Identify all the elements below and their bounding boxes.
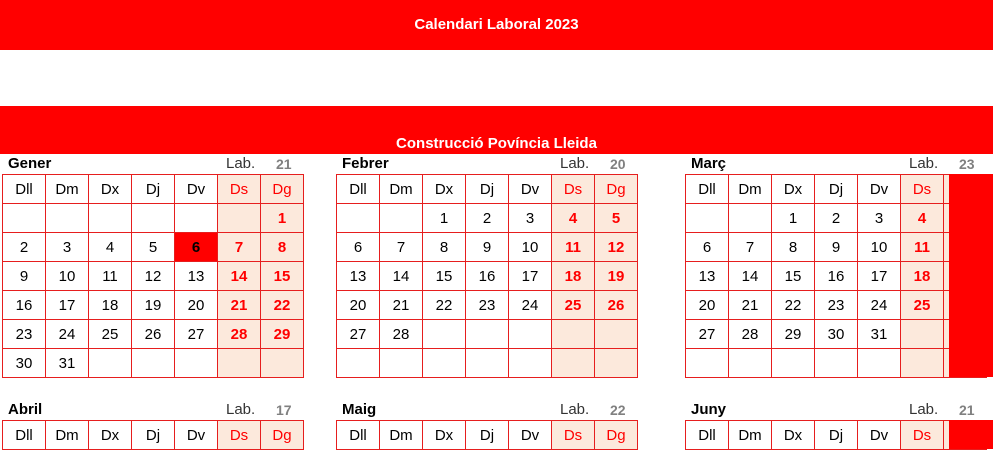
weekday-header: Dx	[423, 175, 466, 204]
day-cell[interactable]: 19	[132, 291, 175, 320]
weekend-day-cell[interactable]: 12	[595, 233, 638, 262]
day-cell[interactable]: 25	[89, 320, 132, 349]
month-title-febrer: Febrer	[342, 155, 389, 172]
weekend-day-cell[interactable]: 29	[261, 320, 304, 349]
weekday-header-row	[3, 175, 304, 204]
day-cell[interactable]: 13	[175, 262, 218, 291]
weekend-day-cell[interactable]: 21	[218, 291, 261, 320]
day-cell[interactable]	[46, 204, 89, 233]
weekend-day-cell[interactable]: 22	[261, 291, 304, 320]
weekday-header: Dj	[466, 175, 509, 204]
day-cell[interactable]: 30	[3, 349, 46, 378]
weekday-header: Dm	[729, 421, 772, 450]
lab-label: Lab.	[909, 401, 939, 418]
weekday-header: Dj	[815, 421, 858, 450]
day-cell[interactable]: 24	[858, 291, 901, 320]
weekend-day-cell[interactable]: 25	[552, 291, 595, 320]
weekday-header: Dv	[509, 175, 552, 204]
month-title-juny: Juny	[691, 401, 727, 418]
day-cell[interactable]: 10	[46, 262, 89, 291]
day-cell[interactable]: 24	[46, 320, 89, 349]
weekend-day-cell[interactable]: 11	[552, 233, 595, 262]
weekend-day-cell[interactable]	[901, 349, 944, 378]
day-cell[interactable]: 23	[466, 291, 509, 320]
day-cell[interactable]: 17	[858, 262, 901, 291]
week-row	[337, 291, 638, 320]
day-cell[interactable]: 27	[175, 320, 218, 349]
day-cell[interactable]: 27	[337, 320, 380, 349]
weekday-header: Dll	[3, 421, 46, 450]
weekday-header: Ds	[218, 175, 261, 204]
month-title-gener: Gener	[8, 155, 52, 172]
weekend-day-cell[interactable]: 18	[552, 262, 595, 291]
weekday-header: Dg	[261, 421, 304, 450]
day-cell[interactable]: 2	[3, 233, 46, 262]
weekend-day-cell[interactable]: 5	[595, 204, 638, 233]
lab-label: Lab.	[226, 401, 256, 418]
working-days-count: 20	[610, 156, 626, 172]
day-cell[interactable]	[132, 349, 175, 378]
day-cell[interactable]	[858, 349, 901, 378]
day-cell[interactable]: 1	[772, 204, 815, 233]
holiday-day-cell[interactable]: 6	[175, 233, 218, 262]
lab-label: Lab.	[560, 155, 590, 172]
day-cell[interactable]	[466, 349, 509, 378]
weekday-header: Dx	[772, 421, 815, 450]
day-cell[interactable]: 16	[3, 291, 46, 320]
day-cell[interactable]: 4	[89, 233, 132, 262]
weekend-day-cell[interactable]: 18	[901, 262, 944, 291]
week-row	[686, 291, 987, 320]
day-cell[interactable]	[380, 349, 423, 378]
weekend-day-cell[interactable]	[218, 349, 261, 378]
day-cell[interactable]: 10	[858, 233, 901, 262]
month-title-maig: Maig	[342, 401, 377, 418]
week-row	[337, 320, 638, 349]
weekday-header: Dg	[595, 421, 638, 450]
week-row	[686, 262, 987, 291]
weekday-header: Dx	[772, 175, 815, 204]
week-row	[686, 320, 987, 349]
weekend-day-cell[interactable]: 8	[261, 233, 304, 262]
right-edge-band-row1	[949, 174, 993, 377]
week-row	[686, 204, 987, 233]
day-cell[interactable]: 8	[772, 233, 815, 262]
day-cell[interactable]	[89, 349, 132, 378]
weekend-day-cell[interactable]	[552, 320, 595, 349]
day-cell[interactable]: 20	[175, 291, 218, 320]
week-row	[3, 233, 304, 262]
weekday-header: Dj	[815, 175, 858, 204]
month-title-març: Març	[691, 155, 727, 172]
lab-label: Lab.	[560, 401, 590, 418]
day-cell[interactable]: 27	[686, 320, 729, 349]
day-cell[interactable]: 23	[815, 291, 858, 320]
weekday-header: Dv	[175, 175, 218, 204]
weekday-header: Dx	[89, 421, 132, 450]
day-cell[interactable]: 30	[815, 320, 858, 349]
calendar-title-band	[0, 0, 993, 50]
day-cell[interactable]: 12	[132, 262, 175, 291]
weekday-header: Ds	[218, 421, 261, 450]
day-cell[interactable]: 3	[509, 204, 552, 233]
weekend-day-cell[interactable]: 15	[261, 262, 304, 291]
day-cell[interactable]: 11	[89, 262, 132, 291]
working-days-count: 23	[959, 156, 975, 172]
weekday-header: Dll	[337, 421, 380, 450]
day-cell[interactable]: 17	[46, 291, 89, 320]
day-cell[interactable]: 10	[509, 233, 552, 262]
weekend-day-cell[interactable]: 14	[218, 262, 261, 291]
month-grid-març	[685, 174, 987, 378]
day-cell[interactable]: 13	[337, 262, 380, 291]
month-grid-juny	[685, 420, 987, 450]
day-cell[interactable]	[729, 349, 772, 378]
day-cell[interactable]: 2	[466, 204, 509, 233]
day-cell[interactable]: 24	[509, 291, 552, 320]
day-cell[interactable]	[772, 349, 815, 378]
weekend-day-cell[interactable]: 4	[901, 204, 944, 233]
day-cell[interactable]: 20	[337, 291, 380, 320]
weekday-header: Dll	[337, 175, 380, 204]
day-cell[interactable]	[3, 204, 46, 233]
weekday-header: Dx	[423, 421, 466, 450]
right-edge-band-row2	[949, 420, 993, 449]
day-cell[interactable]: 29	[772, 320, 815, 349]
day-cell[interactable]: 14	[729, 262, 772, 291]
day-cell[interactable]: 18	[89, 291, 132, 320]
day-cell[interactable]: 7	[729, 233, 772, 262]
day-cell[interactable]: 9	[3, 262, 46, 291]
day-cell[interactable]	[89, 204, 132, 233]
lab-label: Lab.	[226, 155, 256, 172]
day-cell[interactable]: 6	[686, 233, 729, 262]
weekday-header: Dll	[686, 421, 729, 450]
weekend-day-cell[interactable]: 19	[595, 262, 638, 291]
day-cell[interactable]	[132, 204, 175, 233]
day-cell[interactable]	[380, 204, 423, 233]
day-cell[interactable]: 7	[380, 233, 423, 262]
day-cell[interactable]	[686, 349, 729, 378]
weekend-day-cell[interactable]	[901, 320, 944, 349]
weekday-header: Ds	[552, 175, 595, 204]
day-cell[interactable]	[815, 349, 858, 378]
day-cell[interactable]: 3	[858, 204, 901, 233]
day-cell[interactable]: 23	[3, 320, 46, 349]
day-cell[interactable]: 31	[46, 349, 89, 378]
weekday-header: Dg	[595, 175, 638, 204]
weekday-header: Dm	[46, 421, 89, 450]
day-cell[interactable]: 9	[815, 233, 858, 262]
day-cell[interactable]: 22	[423, 291, 466, 320]
day-cell[interactable]	[423, 349, 466, 378]
day-cell[interactable]: 8	[423, 233, 466, 262]
weekday-header-row	[686, 175, 987, 204]
day-cell[interactable]: 28	[380, 320, 423, 349]
weekend-day-cell[interactable]	[595, 349, 638, 378]
lab-label: Lab.	[909, 155, 939, 172]
month-grid-febrer	[336, 174, 638, 378]
weekday-header: Dm	[380, 421, 423, 450]
weekday-header: Dv	[175, 421, 218, 450]
weekend-day-cell[interactable]	[552, 349, 595, 378]
week-row	[337, 233, 638, 262]
month-grid-abril	[2, 420, 304, 450]
weekday-header: Dm	[729, 175, 772, 204]
day-cell[interactable]	[337, 349, 380, 378]
week-row	[3, 320, 304, 349]
subtitle-band	[0, 106, 993, 154]
weekday-header: Dv	[509, 421, 552, 450]
week-row	[3, 291, 304, 320]
weekday-header: Dm	[46, 175, 89, 204]
weekday-header: Dv	[858, 175, 901, 204]
day-cell[interactable]: 14	[380, 262, 423, 291]
week-row	[686, 233, 987, 262]
week-row	[337, 204, 638, 233]
weekday-header: Dx	[89, 175, 132, 204]
week-row	[686, 349, 987, 378]
day-cell[interactable]: 22	[772, 291, 815, 320]
weekday-header-row	[686, 421, 987, 450]
day-cell[interactable]: 28	[729, 320, 772, 349]
day-cell[interactable]: 16	[815, 262, 858, 291]
weekday-header: Dj	[132, 421, 175, 450]
day-cell[interactable]: 6	[337, 233, 380, 262]
weekday-header: Dg	[261, 175, 304, 204]
month-grid-gener	[2, 174, 304, 378]
weekend-day-cell[interactable]: 7	[218, 233, 261, 262]
day-cell[interactable]: 20	[686, 291, 729, 320]
weekend-day-cell[interactable]: 28	[218, 320, 261, 349]
weekend-day-cell[interactable]: 26	[595, 291, 638, 320]
week-row	[3, 349, 304, 378]
weekday-header: Dll	[3, 175, 46, 204]
weekday-header: Dm	[380, 175, 423, 204]
weekday-header-row	[3, 421, 304, 450]
day-cell[interactable]	[337, 204, 380, 233]
working-days-count: 22	[610, 402, 626, 418]
month-grid-maig	[336, 420, 638, 450]
week-row	[337, 349, 638, 378]
weekday-header: Ds	[901, 421, 944, 450]
day-cell[interactable]: 17	[509, 262, 552, 291]
day-cell[interactable]: 26	[132, 320, 175, 349]
day-cell[interactable]	[466, 320, 509, 349]
day-cell[interactable]: 21	[380, 291, 423, 320]
week-row	[3, 204, 304, 233]
day-cell[interactable]	[686, 204, 729, 233]
weekend-day-cell[interactable]: 1	[261, 204, 304, 233]
weekend-day-cell[interactable]	[261, 349, 304, 378]
weekend-day-cell[interactable]: 4	[552, 204, 595, 233]
weekend-day-cell[interactable]	[595, 320, 638, 349]
weekday-header: Dll	[686, 175, 729, 204]
week-row	[3, 262, 304, 291]
weekday-header-row	[337, 421, 638, 450]
calendar-subtitle: Construcció Povíncia Lleida	[396, 135, 597, 152]
day-cell[interactable]: 15	[423, 262, 466, 291]
weekend-day-cell[interactable]	[218, 204, 261, 233]
day-cell[interactable]: 21	[729, 291, 772, 320]
day-cell[interactable]	[509, 320, 552, 349]
day-cell[interactable]: 9	[466, 233, 509, 262]
day-cell[interactable]	[175, 204, 218, 233]
weekday-header: Ds	[901, 175, 944, 204]
week-row	[337, 262, 638, 291]
weekend-day-cell[interactable]: 25	[901, 291, 944, 320]
day-cell[interactable]: 3	[46, 233, 89, 262]
day-cell[interactable]: 13	[686, 262, 729, 291]
weekday-header-row	[337, 175, 638, 204]
day-cell[interactable]: 16	[466, 262, 509, 291]
day-cell[interactable]: 2	[815, 204, 858, 233]
day-cell[interactable]	[729, 204, 772, 233]
day-cell[interactable]: 15	[772, 262, 815, 291]
day-cell[interactable]	[175, 349, 218, 378]
weekday-header: Dv	[858, 421, 901, 450]
weekday-header: Ds	[552, 421, 595, 450]
weekend-day-cell[interactable]: 11	[901, 233, 944, 262]
day-cell[interactable]: 31	[858, 320, 901, 349]
working-days-count: 17	[276, 402, 292, 418]
weekday-header: Dj	[466, 421, 509, 450]
day-cell[interactable]: 5	[132, 233, 175, 262]
calendar-title: Calendari Laboral 2023	[414, 16, 579, 33]
working-days-count: 21	[959, 402, 975, 418]
day-cell[interactable]	[509, 349, 552, 378]
day-cell[interactable]	[423, 320, 466, 349]
weekday-header: Dj	[132, 175, 175, 204]
month-title-abril: Abril	[8, 401, 43, 418]
working-days-count: 21	[276, 156, 292, 172]
day-cell[interactable]: 1	[423, 204, 466, 233]
